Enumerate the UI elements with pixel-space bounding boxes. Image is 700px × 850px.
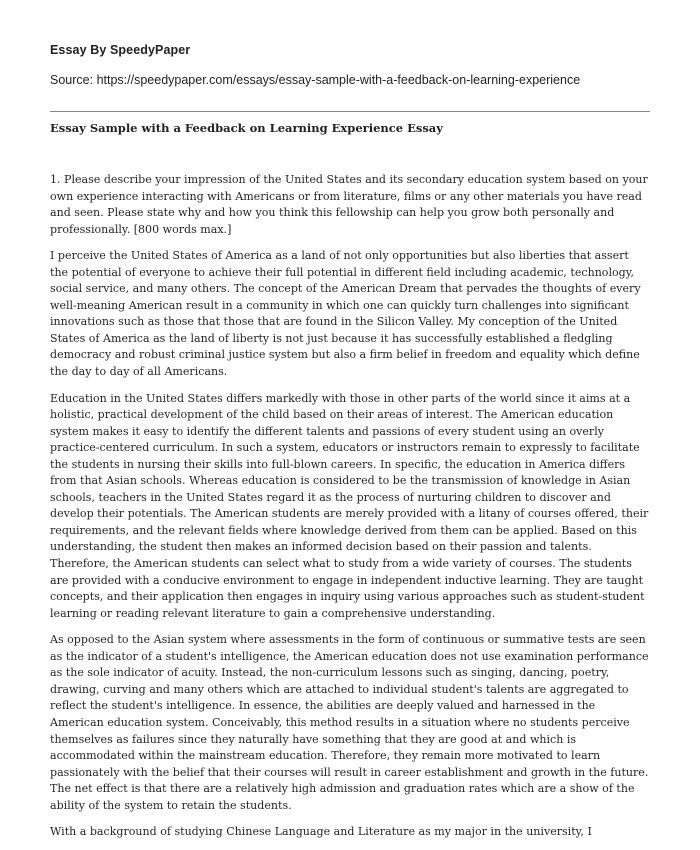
essay-paragraph: 1. Please describe your impression of the United States and its secondary education system based on your own experience interacting with Americans or from literature, films or any other materials you have read and seen. Please state why and how you think this fellowship can help you grow both personally and professionally. [800 words max.] [50, 173, 648, 236]
essay-title: Essay Sample with a Feedback on Learning Experience Essay [50, 121, 443, 135]
essay-paragraph: I perceive the United States of America as a land of not only opportunities but also liberties that assert the potential of everyone to achieve their full potential in different field including academic, technology, social service, and many others. The concept of the American Dream that pervades the thoughts of every well-meaning American result in a community in which one can quickly turn challenges into significant innovations such as those that those that are found in the Silicon Valley. My conception of the United States of America as the land of liberty is not just because it has successfully established a fledgling democracy and robust criminal justice system but also a firm belief in freedom and equality which define the day to day of all Americans. [50, 249, 641, 379]
essay-paragraph: As opposed to the Asian system where assessments in the form of continuous or summative tests are seen as the indicator of a student's intelligence, the American education does not use examination performance as the sole indicator of acuity. Instead, the non-curriculum lessons such as singing, dancing, poetry, drawing, curving and many others which are attached to individual student's talents are aggregated to reflect the student's intelligence. In essence, the abilities are deeply valued and harnessed in the American education system. Conceivably, this method results in a situation where no students perceive themselves as failures since they naturally have something that they are good at and which is accommodated within the mainstream education. Therefore, they remain more motivated to learn passionately with the belief that their courses will result in career establishment and growth in the future. The net effect is that there are a relatively high admission and graduation rates which are a show of the ability of the system to retain the students. [50, 633, 649, 812]
source-line [50, 73, 580, 87]
brand-title: Essay By SpeedyPaper [50, 43, 191, 57]
essay-paragraph: Education in the United States differs markedly with those in other parts of the world since it aims at a holistic, practical development of the child based on their areas of interest. The American education system makes it easy to identify the different talents and passions of every student using an overly practice-centered curriculum. In such a system, educators or instructors remain to expressly to facilitate the students in nursing their skills into full-blown careers. In specific, the education in America differs from that Asian schools. Whereas education is considered to be the transmission of knowledge in Asian schools, teachers in the United States regard it as the process of nurturing children to discover and develop their potentials. The American students are merely provided with a litany of courses offered, their requirements, and the relevant fields where knowledge derived from them can be applied. Based on this understanding, the student then makes an informed decision based on their passion and talents. Therefore, the American students can select what to study from a wide variety of courses. The students are provided with a conducive environment to engage in independent inductive learning. They are taught concepts, and their application then engages in inquiry using various approaches such as student-student learning or reading relevant literature to gain a comprehensive understanding. [50, 391, 649, 620]
essay-body [50, 172, 650, 850]
essay-paragraph: With a background of studying Chinese Language and Literature as my major in the university, I [50, 825, 592, 839]
source-url[interactable]: https://speedypaper.com/essays/essay-sample-with-a-feedback-on-learning-experience [96, 73, 581, 87]
header-divider [50, 111, 650, 112]
source-label: Source: [50, 73, 94, 87]
